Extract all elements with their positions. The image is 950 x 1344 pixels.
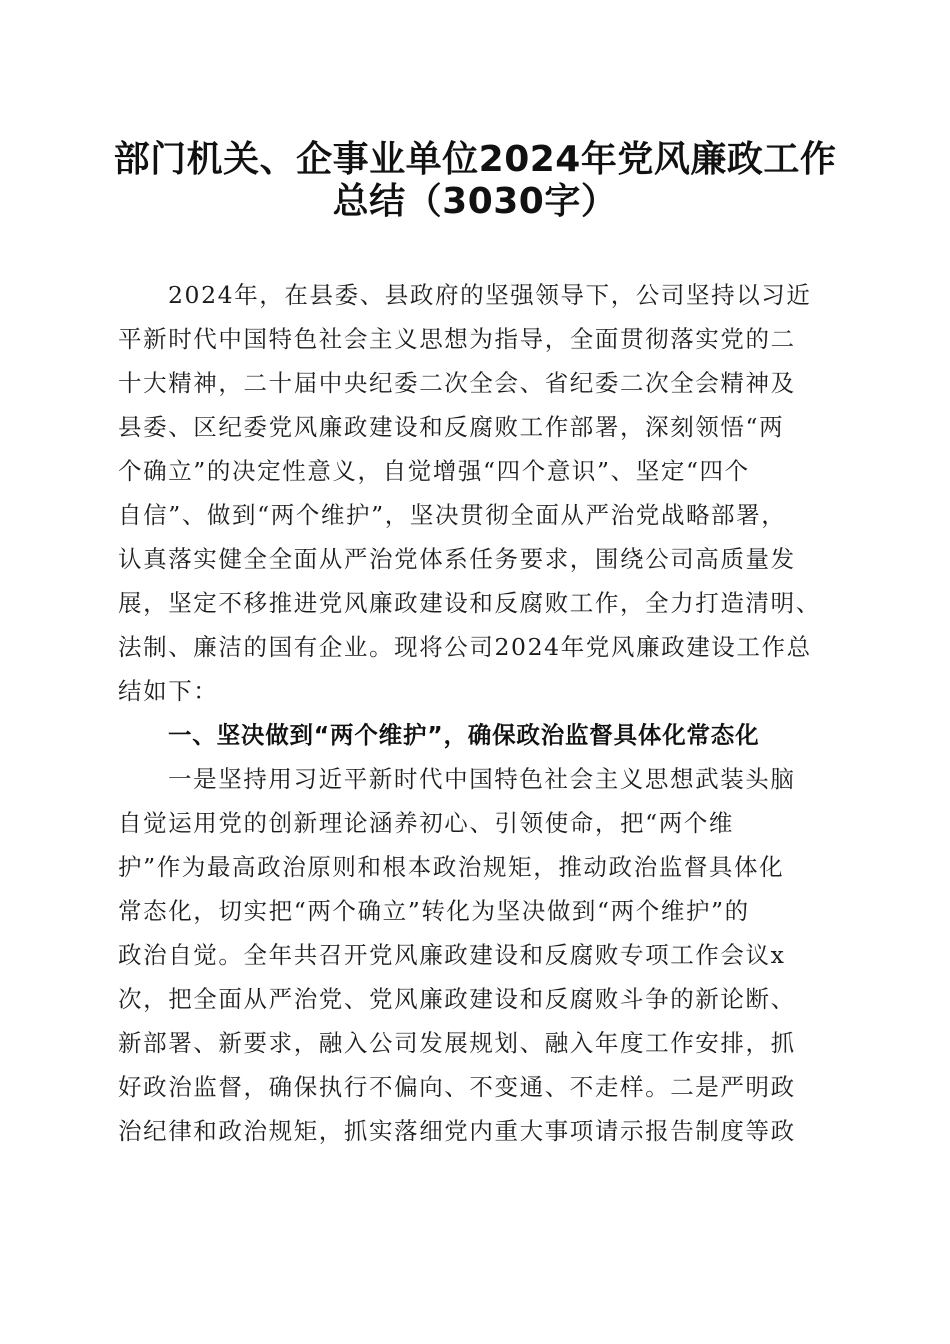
- paragraph-section1-line: 护”作为最高政治原则和根本政治规矩，推动政治监督具体化: [118, 853, 785, 881]
- paragraph-intro-line: 平新时代中国特色社会主义思想为指导，全面贯彻落实党的二: [118, 325, 796, 353]
- paragraph-section1-line: 自觉运用党的创新理论涵养初心、引领使命，把“两个维: [118, 809, 735, 837]
- document-title-line-2: 总结（3030字）: [332, 181, 618, 222]
- paragraph-intro-line: 展，坚定不移推进党风廉政建设和反腐败工作，全力打造清明、: [118, 589, 821, 617]
- paragraph-intro-line: 法制、廉洁的国有企业。现将公司2024年党风廉政建设工作总: [118, 633, 812, 661]
- paragraph-intro-line: 县委、区纪委党风廉政建设和反腐败工作部署，深刻领悟“两: [118, 413, 785, 441]
- paragraph-intro-line: 认真落实健全全面从严治党体系任务要求，围绕公司高质量发: [118, 545, 796, 573]
- paragraph-intro-line: 十大精神，二十届中央纪委二次全会、省纪委二次全会精神及: [118, 369, 796, 397]
- paragraph-intro-line: 自信”、做到“两个维护”，坚决贯彻全面从严治党战略部署，: [118, 501, 787, 529]
- section-heading-1: 一、坚决做到“两个维护”，确保政治监督具体化常态化: [168, 721, 760, 749]
- paragraph-section1-line: 次，把全面从严治党、党风廉政建设和反腐败斗争的新论断、: [118, 985, 796, 1013]
- paragraph-intro-line: 个确立”的决定性意义，自觉增强“四个意识”、坚定“四个: [118, 457, 750, 485]
- paragraph-section1-line: 治纪律和政治规矩，抓实落细党内重大事项请示报告制度等政: [118, 1117, 796, 1145]
- paragraph-intro-line: 2024年，在县委、县政府的坚强领导下，公司坚持以习近: [168, 281, 812, 309]
- document-title-line-1: 部门机关、企事业单位2024年党风廉政工作: [113, 139, 837, 180]
- paragraph-section1-line: 常态化，切实把“两个确立”转化为坚决做到“两个维护”的: [118, 897, 750, 925]
- paragraph-section1-line: 好政治监督，确保执行不偏向、不变通、不走样。二是严明政: [118, 1073, 796, 1101]
- paragraph-section1-line: 一是坚持用习近平新时代中国特色社会主义思想武装头脑: [168, 765, 796, 793]
- paragraph-intro-line: 结如下：: [118, 677, 219, 705]
- paragraph-section1-line: 新部署、新要求，融入公司发展规划、融入年度工作安排，抓: [118, 1029, 796, 1057]
- paragraph-section1-line: 政治自觉。全年共召开党风廉政建设和反腐败专项工作会议x: [118, 941, 786, 969]
